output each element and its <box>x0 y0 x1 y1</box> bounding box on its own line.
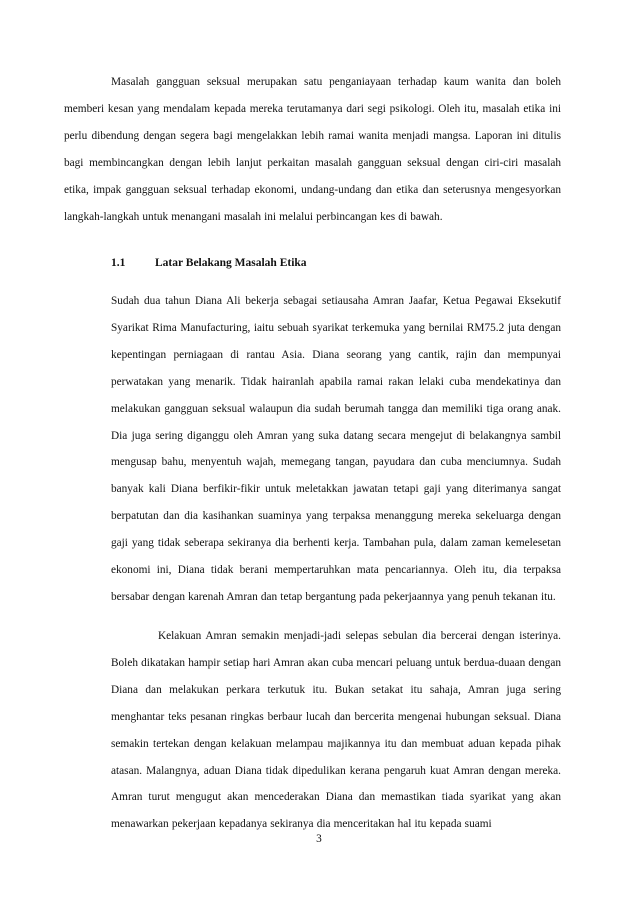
background-paragraph-2: Kelakuan Amran semakin menjadi-jadi selepas sebulan dia bercerai dengan isterinya. Boleh dikatakan hampir setiap hari Amran akan cuba mencari peluang untuk berdua-duaan dengan Diana dan melakukan perkara terkutuk itu. Bukan setakat itu sahaja, Amran juga sering menghantar teks pesanan ringkas berbaur lucah dan bercerita mengenai hubungan seksual. Diana semakin tertekan dengan kelakuan melampau majikannya itu dan membuat aduan kepada pihak atasan. Malangnya, aduan Diana tidak dipedulikan kerana pengaruh kuat Amran dengan mereka. Amran turut mengugut akan mencederakan Diana dan memastikan tiada syarikat yang akan menawarkan pekerjaan kepadanya sekiranya dia menceritakan hal itu kepada suami <box>111 630 561 831</box>
intro-paragraph: Masalah gangguan seksual merupakan satu penganiayaan terhadap kaum wanita dan boleh memberi kesan yang mendalam kepada mereka terutamanya dari segi psikologi. Oleh itu, masalah etika ini perlu dibendung dengan segera bagi mengelakkan lebih ramai wanita menjadi mangsa. Laporan ini ditulis bagi membincangkan dengan lebih lanjut perkaitan masalah gangguan seksual dengan ciri-ciri masalah etika, impak gangguan seksual terhadap ekonomi, undang-undang dan etika dan seterusnya mengesyorkan langkah-langkah untuk menangani masalah ini melalui perbincangan kes di bawah. <box>64 76 561 223</box>
section-title: Latar Belakang Masalah Etika <box>155 257 307 269</box>
section-heading <box>111 250 307 276</box>
section-number: 1.1 <box>111 257 126 269</box>
background-paragraph-1: Sudah dua tahun Diana Ali bekerja sebagai setiausaha Amran Jaafar, Ketua Pegawai Eksekutif Syarikat Rima Manufacturing, iaitu sebuah syarikat terkemuka yang bernilai RM75.2 juta dengan kepentingan perniagaan di rantau Asia. Diana seorang yang cantik, rajin dan mempunyai perwatakan yang menarik. Tidak hairanlah apabila ramai rakan lelaki cuba mendekatinya dan melakukan gangguan seksual walaupun dia sudah berumah tangga dan memiliki tiga orang anak. Dia juga sering diganggu oleh Amran yang suka datang secara mengejut di belakangnya sambil mengusap bahu, menyentuh wajah, memegang tangan, payudara dan cuba menciumnya. Sudah banyak kali Diana berfikir-fikir untuk meletakkan jawatan tetapi gaji yang diterimanya sangat berpatutan dan dia kasihankan suaminya yang terpaksa menanggung mereka sekeluarga dengan gaji yang tidak seberapa sekiranya dia berhenti kerja. Tambahan pula, dalam zaman kemelesetan ekonomi ini, Diana tidak berani mempertaruhkan mata pencariannya. Oleh itu, dia terpaksa bersabar dengan karenah Amran dan tetap bergantung pada pekerjaannya yang penuh tekanan itu. <box>111 295 561 603</box>
page-number: 3 <box>316 833 322 845</box>
